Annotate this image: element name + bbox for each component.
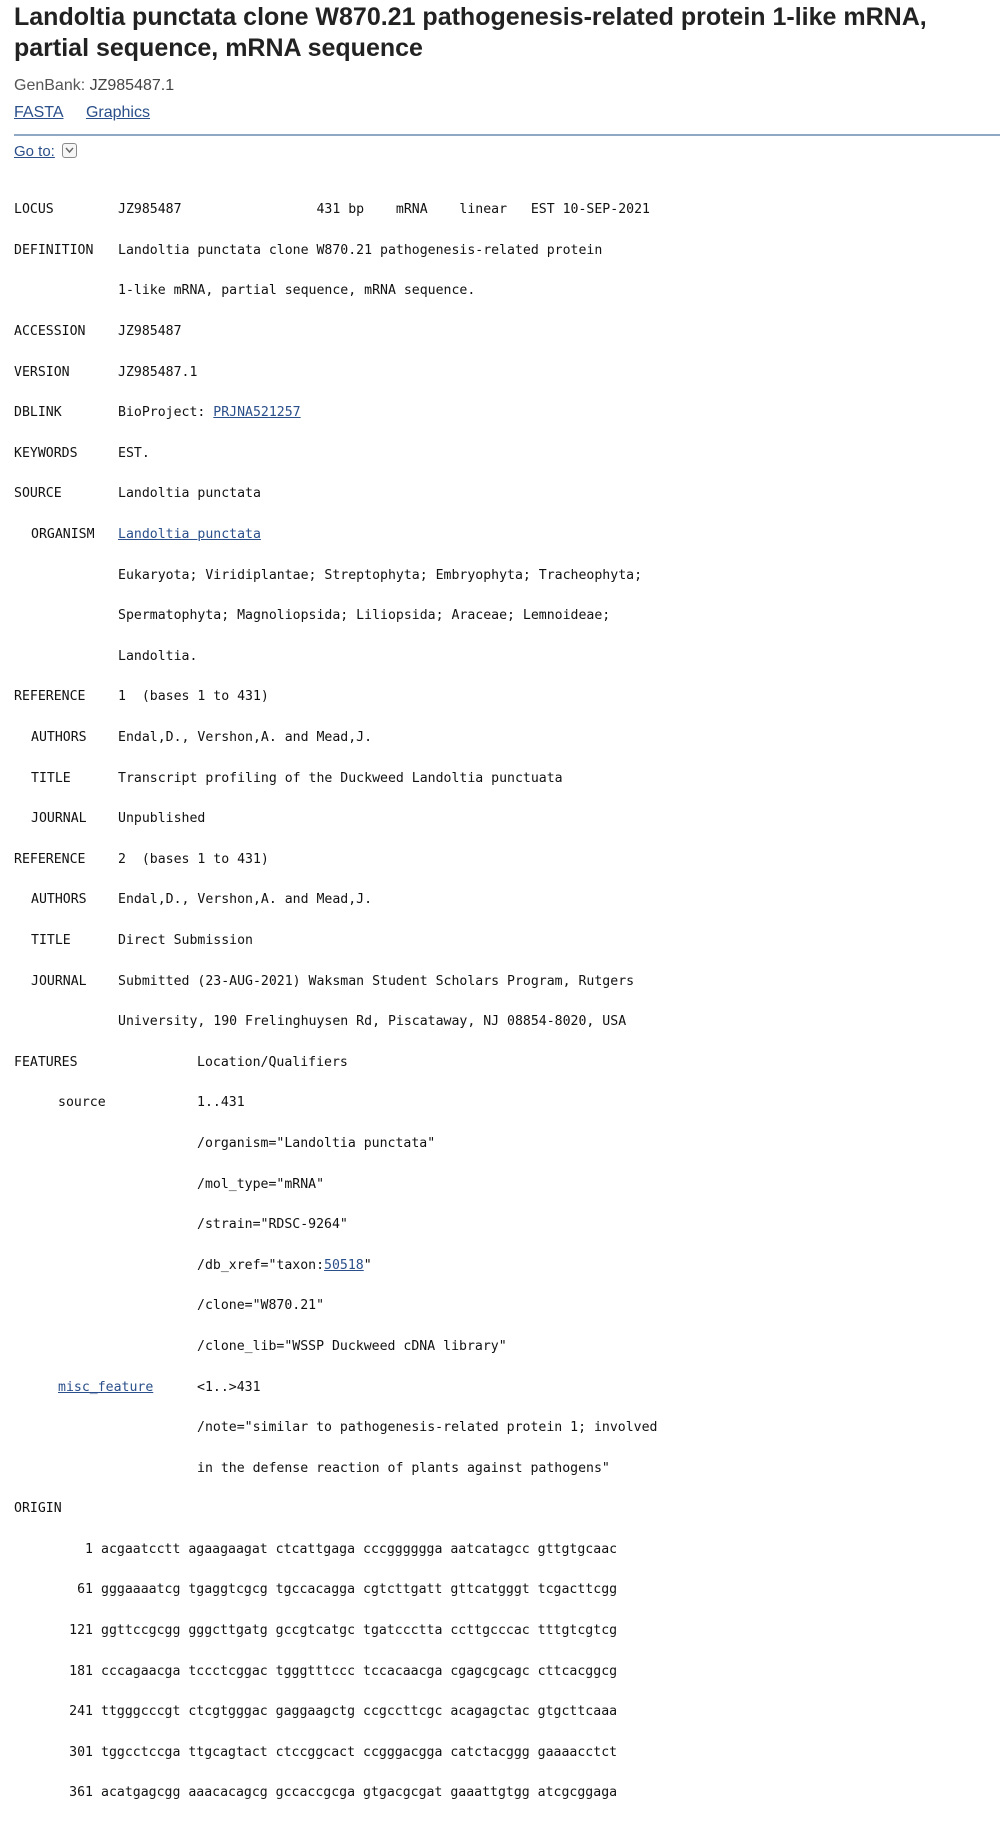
version-key: VERSION xyxy=(14,364,70,380)
goto-control[interactable] xyxy=(14,142,77,162)
page-title: Landoltia punctata clone W870.21 pathogenesis-related protein 1-like mRNA, partial sequence, mRNA sequence xyxy=(14,3,927,62)
db-xref-suffix: " xyxy=(363,1257,372,1273)
sequence-position: 241 xyxy=(69,1704,93,1720)
genbank-flatfile xyxy=(14,180,658,1824)
qualifier-line xyxy=(14,1418,658,1438)
journal-key: JOURNAL xyxy=(31,973,87,989)
features-line xyxy=(14,1053,658,1073)
definition-value-2: 1-like mRNA, partial sequence, mRNA sequence. xyxy=(118,283,476,299)
journal-value-2: University, 190 Frelinghuysen Rd, Piscataway, NJ 08854-8020, USA xyxy=(118,1014,627,1030)
goto-link[interactable]: Go to: xyxy=(14,143,55,160)
view-links xyxy=(14,103,1000,123)
locus-line xyxy=(14,200,658,220)
journal-value: Unpublished xyxy=(118,811,206,827)
features-header: Location/Qualifiers xyxy=(197,1054,348,1070)
title-key: TITLE xyxy=(31,770,71,786)
source-value: Landoltia punctata xyxy=(118,486,261,502)
sequence-position: 121 xyxy=(69,1623,93,1639)
definition-value-1: Landoltia punctata clone W870.21 pathogenesis-related protein xyxy=(118,242,603,258)
organism-key: ORGANISM xyxy=(31,527,95,543)
origin-key: ORIGIN xyxy=(14,1501,62,1517)
clone-lib-qualifier: /clone_lib="WSSP Duckweed cDNA library" xyxy=(197,1338,507,1354)
journal-key: JOURNAL xyxy=(31,811,87,827)
dblink-key: DBLINK xyxy=(14,405,62,421)
sequence-position: 301 xyxy=(69,1744,93,1760)
definition-line xyxy=(14,241,658,261)
keywords-value: EST. xyxy=(118,445,150,461)
keywords-line xyxy=(14,444,658,464)
sequence-row xyxy=(14,1783,658,1803)
journal-line xyxy=(14,972,658,992)
mol-type-qualifier: /mol_type="mRNA" xyxy=(197,1176,325,1192)
title-line xyxy=(14,931,658,951)
sequence-position: 1 xyxy=(85,1541,93,1557)
note-qualifier-1: /note="similar to pathogenesis-related protein 1; involved xyxy=(197,1420,658,1436)
locus-value: JZ985487 431 bp mRNA linear EST 10-SEP-2021 xyxy=(118,202,650,218)
header-divider xyxy=(14,134,1000,136)
qualifier-line xyxy=(14,1459,658,1479)
misc-feature-line xyxy=(14,1378,658,1398)
accession-key: ACCESSION xyxy=(14,324,86,340)
reference-value: 2 (bases 1 to 431) xyxy=(118,851,269,867)
dblink-line xyxy=(14,403,658,423)
sequence-bases: ggttccgcgg gggcttgatg gccgtcatgc tgatccctta ccttgcccac tttgtcgtcg xyxy=(101,1623,618,1639)
title-line xyxy=(14,769,658,789)
title-value: Transcript profiling of the Duckweed Landoltia punctuata xyxy=(118,770,563,786)
sequence-row xyxy=(14,1702,658,1722)
note-qualifier-2: in the defense reaction of plants against pathogens" xyxy=(197,1460,610,1476)
authors-line xyxy=(14,890,658,910)
sequence-row xyxy=(14,1743,658,1763)
reference-value: 1 (bases 1 to 431) xyxy=(118,689,269,705)
lineage-1: Eukaryota; Viridiplantae; Streptophyta; Embryophyta; Tracheophyta; xyxy=(118,567,643,583)
accession-value: JZ985487 xyxy=(118,324,182,340)
lineage-line-3 xyxy=(14,647,658,667)
reference-key: REFERENCE xyxy=(14,689,86,705)
accession-version: JZ985487.1 xyxy=(89,77,175,94)
definition-key: DEFINITION xyxy=(14,242,94,258)
definition-line-2 xyxy=(14,281,658,301)
authors-value: Endal,D., Vershon,A. and Mead,J. xyxy=(118,730,373,746)
title-value: Direct Submission xyxy=(118,932,253,948)
qualifier-line xyxy=(14,1256,658,1276)
misc-feature-link[interactable]: misc_feature xyxy=(58,1379,154,1395)
features-key: FEATURES xyxy=(14,1054,78,1070)
authors-key: AUTHORS xyxy=(31,892,87,908)
genbank-label: GenBank: xyxy=(14,77,86,94)
authors-value: Endal,D., Vershon,A. and Mead,J. xyxy=(118,892,373,908)
reference-line xyxy=(14,850,658,870)
journal-line-2 xyxy=(14,1012,658,1032)
taxon-link[interactable]: 50518 xyxy=(324,1257,364,1273)
source-feature-key: source xyxy=(58,1095,106,1111)
fasta-link[interactable]: FASTA xyxy=(14,104,64,121)
db-xref-prefix: /db_xref="taxon: xyxy=(197,1257,325,1273)
source-line xyxy=(14,484,658,504)
source-key: SOURCE xyxy=(14,486,62,502)
lineage-line-1 xyxy=(14,566,658,586)
journal-value: Submitted (23-AUG-2021) Waksman Student Scholars Program, Rutgers xyxy=(118,973,635,989)
organism-link[interactable]: Landoltia punctata xyxy=(118,527,261,543)
sequence-bases: gggaaaatcg tgaggtcgcg tgccacagga cgtcttgatt gttcatgggt tcgacttcgg xyxy=(101,1582,618,1598)
sequence-position: 61 xyxy=(77,1582,93,1598)
chevron-down-icon[interactable] xyxy=(62,143,77,158)
lineage-line-2 xyxy=(14,606,658,626)
sequence-bases: acgaatcctt agaagaagat ctcattgaga cccgggggga aatcatagcc gttgtgcaac xyxy=(101,1541,618,1557)
record-header xyxy=(14,0,1000,123)
version-value: JZ985487.1 xyxy=(118,364,198,380)
sequence-row xyxy=(14,1540,658,1560)
bioproject-link[interactable]: PRJNA521257 xyxy=(213,405,301,421)
misc-feature-location: <1..>431 xyxy=(197,1379,261,1395)
sequence-bases: acatgagcgg aaacacagcg gccaccgcga gtgacgcgat gaaattgtgg atcgcggaga xyxy=(101,1785,618,1801)
title-key: TITLE xyxy=(31,932,71,948)
origin-line xyxy=(14,1499,658,1519)
authors-key: AUTHORS xyxy=(31,730,87,746)
sequence-bases: cccagaacga tccctcggac tgggtttccc tccacaacga cgagcgcagc cttcacggcg xyxy=(101,1663,618,1679)
qualifier-line xyxy=(14,1215,658,1235)
source-feature-location: 1..431 xyxy=(197,1095,245,1111)
strain-qualifier: /strain="RDSC-9264" xyxy=(197,1217,348,1233)
organism-qualifier: /organism="Landoltia punctata" xyxy=(197,1135,436,1151)
sequence-bases: tggcctccga ttgcagtact ctccggcact ccgggacgga catctacggg gaaaacctct xyxy=(101,1744,618,1760)
genbank-line xyxy=(14,76,1000,96)
reference-key: REFERENCE xyxy=(14,851,86,867)
dblink-prefix: BioProject: xyxy=(118,405,214,421)
version-line xyxy=(14,363,658,383)
organism-line xyxy=(14,525,658,545)
qualifier-line xyxy=(14,1296,658,1316)
sequence-bases: ttgggcccgt ctcgtgggac gaggaagctg ccgccttcgc acagagctac gtgcttcaaa xyxy=(101,1704,618,1720)
locus-key: LOCUS xyxy=(14,202,54,218)
qualifier-line xyxy=(14,1175,658,1195)
sequence-row xyxy=(14,1662,658,1682)
sequence-position: 181 xyxy=(69,1663,93,1679)
qualifier-line xyxy=(14,1134,658,1154)
lineage-3: Landoltia. xyxy=(118,648,198,664)
reference-line xyxy=(14,687,658,707)
graphics-link[interactable]: Graphics xyxy=(85,104,150,121)
lineage-2: Spermatophyta; Magnoliopsida; Liliopsida; Araceae; Lemnoideae; xyxy=(118,608,611,624)
journal-line xyxy=(14,809,658,829)
clone-qualifier: /clone="W870.21" xyxy=(197,1298,325,1314)
keywords-key: KEYWORDS xyxy=(14,445,78,461)
accession-line xyxy=(14,322,658,342)
sequence-row xyxy=(14,1580,658,1600)
sequence-position: 361 xyxy=(69,1785,93,1801)
source-feature-line xyxy=(14,1093,658,1113)
sequence-row xyxy=(14,1621,658,1641)
qualifier-line xyxy=(14,1337,658,1357)
authors-line xyxy=(14,728,658,748)
